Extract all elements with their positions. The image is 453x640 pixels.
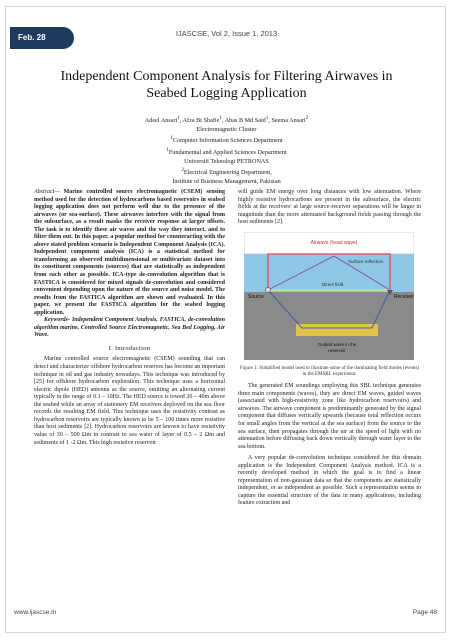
direct-field-label: Direct field bbox=[322, 281, 344, 287]
keywords-text: Keywords- Independent Component Analysis, FASTICA, de-convolution algorithm marine, Controlled Source Electromagnetic, Sea Bed Logging, Air Wave. bbox=[34, 317, 225, 339]
author-line bbox=[40, 114, 413, 126]
affiliation-text: Fundamental and Applied Sciences Department bbox=[168, 148, 287, 156]
footer-url[interactable]: www.ijascse.in bbox=[14, 609, 57, 616]
paper-title: Independent Component Analysis for Filtering Airwaves in Seabed Logging Application bbox=[60, 69, 393, 101]
author-name: Adeel Ansari bbox=[144, 117, 178, 125]
journal-header: IJASCSE, Vol 2, Issue 1, 2013 bbox=[175, 29, 278, 38]
affiliation-sup: 1 bbox=[170, 135, 173, 142]
author-sup: 1 bbox=[265, 115, 269, 121]
right-column bbox=[238, 189, 421, 508]
affiliation-text: Electrical Engineering Department, bbox=[183, 169, 272, 177]
source-label: Source bbox=[248, 293, 264, 300]
affiliation-institute: Institute of Business Management, Pakistan bbox=[172, 177, 281, 185]
affiliation-sup: 2 bbox=[181, 167, 184, 174]
body-paragraph: The generated EM soundings employing this SBL technique generates three main components (waves), they are direct EM waves, guided waves (associated with high-resistivity zone like hydrocarbon reservoirs) and airwaves. The airwave component is predominantly generated by the signal component that diffuses vertically upwards (because total reflection occurs for small angles from the vertical at the sea surface) from the source to the sea surface, then propagates through the air at the speed of light with no attenuation before diffusing back down vertically through water layer to the sea bottom. bbox=[238, 383, 421, 450]
intro-paragraph: Marine controlled source electromagnetic (CSEM) sounding that can detect and characterize offshore hydrocarbon reserves has become an important technique in oil and gas industry nowadays. This technique was introduced by [25] for offshore hydrocarbon exploration. This technique uses a horizontal electric dipole (HED) antenna as the source, emitting an alternating current typically in the range of 0.1 – 10Hz. The HED source is towed 20 – 40m above the seabed while an array of stationery EM receivers deployed on the sea floor records the resulting EM field. This technique uses the resistivity contrast as hydrocarbon reservoirs are typically known to be 5 – 100 times more resistive than host sediments [2]. Hydrocarbon reservoirs are known to have resistivity value of 30 – 500 Ωm in contrast to sea water of layer of 0.5 – 2 Ωm and sediments of 1 -2 Ωm. This high resistive reservoir bbox=[34, 356, 225, 446]
author-sup: 1 bbox=[219, 115, 222, 121]
affiliation-line bbox=[40, 166, 413, 178]
section-heading: I. Introduction bbox=[108, 344, 151, 352]
abstract bbox=[34, 189, 225, 317]
affiliation-line bbox=[40, 134, 413, 146]
abstract-label: Abstract— bbox=[34, 189, 60, 195]
author-block bbox=[40, 114, 413, 186]
keywords bbox=[34, 317, 225, 340]
figure-caption: Figure 1: Simplified model used to illustrate some of the dominating field modes (events) in the EMSBL experiment. bbox=[239, 366, 420, 378]
reservoir-layer bbox=[296, 324, 378, 336]
author-name: , Seema Ansari bbox=[268, 117, 306, 125]
receiver-label: Receiver bbox=[394, 293, 414, 300]
author-sup: 2 bbox=[305, 115, 309, 121]
surface-reflection-label: Surface reflection bbox=[348, 258, 384, 264]
author-sup: 1 bbox=[177, 115, 180, 121]
author-name: , Afza Bt Shafie bbox=[179, 117, 220, 125]
source-marker bbox=[266, 287, 271, 292]
seabed-logging-figure bbox=[244, 232, 414, 360]
affiliation-sup: 1 bbox=[166, 146, 169, 153]
body-paragraph: will guide EM energy over long distances with low attenuation. Where highly resistive hydrocarbons are present in the subsurface, the electric fields at the receivers' at large source-receiver separations will be larger in magnitude than the more attenuated background fields passing through the host sediments [2]. bbox=[238, 189, 421, 226]
guided-wave-label: Guided wave in the bbox=[317, 341, 357, 347]
affiliation-cluster: Electromagnetic Cluster bbox=[196, 125, 257, 133]
affiliation-university: Universiti Teknologi PETRONAS bbox=[184, 157, 269, 165]
guided-wave-label: reservoir bbox=[328, 347, 346, 353]
left-column bbox=[34, 189, 225, 447]
footer-page-number: Page 48 bbox=[412, 609, 437, 616]
airwave-label: Airwave (head wave) bbox=[310, 239, 358, 246]
author-name: , Abas B Md Said bbox=[221, 117, 266, 125]
affiliation-text: Computer Information Sciences Department bbox=[172, 137, 283, 145]
abstract-text: Marine controlled source electromagnetic (CSEM) sensing method used for the detection of hydrocarbons based reservoirs in seabed logging application does not perform well due to the presence of the airwaves (or sea-surface). These airwaves interfere with the signal from the subsurface, as a result masks the receiver response at larger offsets. The task is to identify these air waves and the way they interact, and to filter them out. In this paper, a popular method for counteracting with the above stated problem scenario is Independent Component Analysis (ICA). Independent component analysis (ICA) is a statistical method for transforming an observed multidimensional or multivariate dataset into its constituent components (sources) that are statistically as independent from each other as possible. ICA-type de-convolution algorithm that is FASTICA is considered for mixed signals de-convolution and considered convenient depending upon the nature of the source and noise model. The results from the FASTICA algorithm are shown and evaluated. In this paper, we present the FASTICA algorithm for the seabed logging application. bbox=[34, 189, 225, 316]
body-paragraph: A very popular de-convolution technique considered for this domain application is the Independent Component Analysis method. ICA is a recently developed method in which the goal is to find a linear representation of non-gaussian data so that the components are statistically independent, or as independent as possible. Such a representation seems to capture the essential structure of the data in many applications, including feature extraction and bbox=[238, 455, 421, 507]
date-label: Feb. 28 bbox=[18, 33, 46, 42]
affiliation-line bbox=[40, 146, 413, 158]
